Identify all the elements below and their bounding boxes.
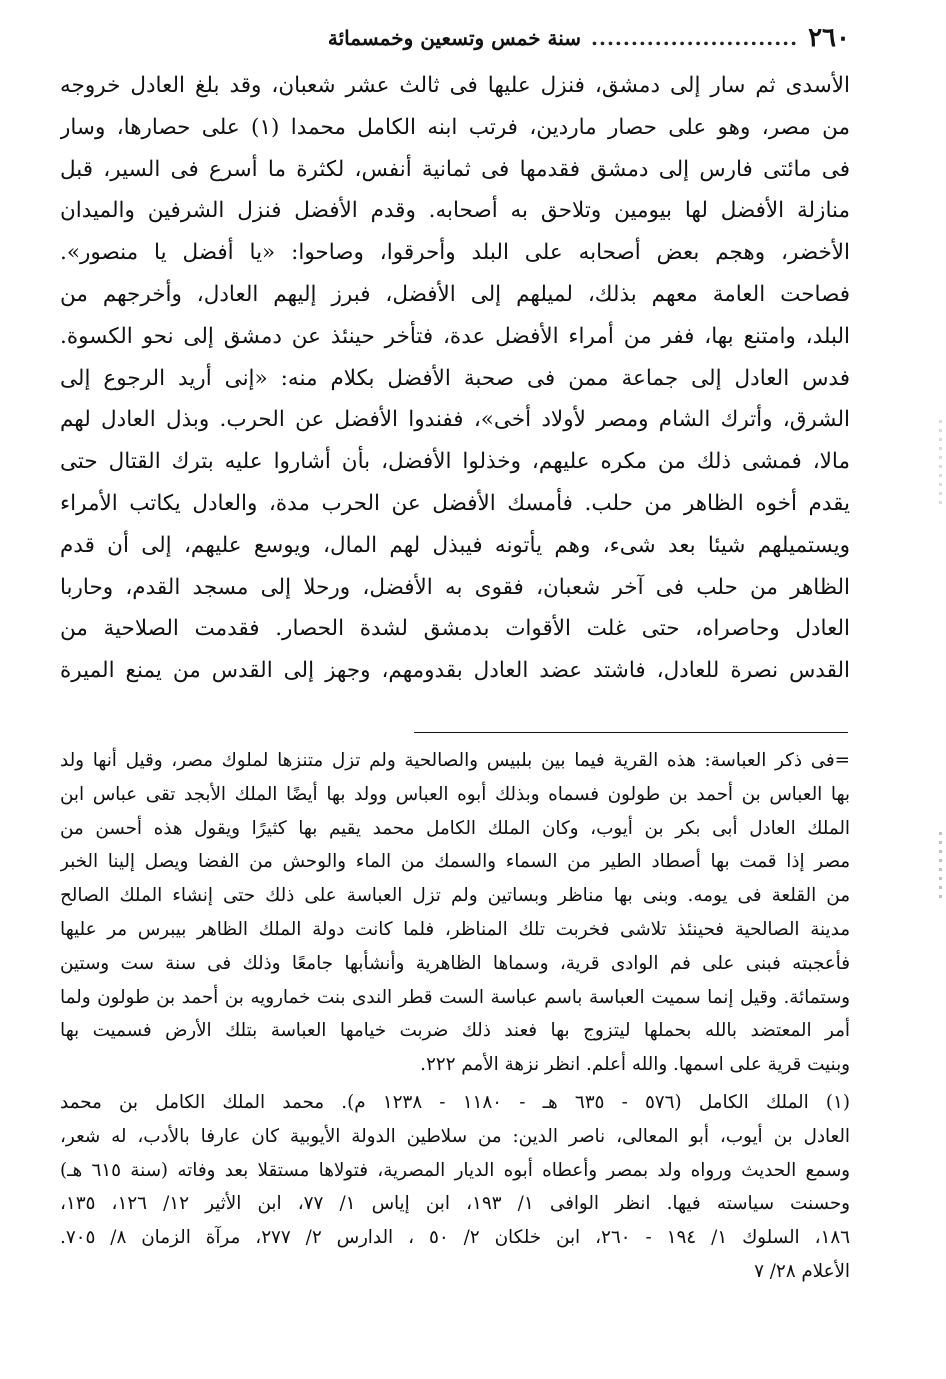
- main-text-line: الأخضر، وهجم بعض أصحابه على البلد وأحرقوا، وصاحوا: «يا أفضل يا منصور».: [60, 240, 850, 266]
- footnote-1-line: الأعلام ٢٨/ ٧: [754, 1260, 850, 1282]
- footnote-1-line: (١) الملك الكامل (٥٧٦ - ٦٣٥ هـ - ١١٨٠ - ١٢٣٨ م). محمد الملك الكامل بن محمد: [60, 1091, 850, 1113]
- footnote-continued-line: مدينة الصالحية فحينئذ تلاشى فخربت تلك المناظر، فلما كانت دولة الملك الظاهر بيبرس مر عليها: [60, 918, 850, 940]
- main-text-line: الشرق، وأترك الشام ومصر لأولاد أخى»، ففندوا الأفضل عن الحرب. وبذل العادل لهم: [60, 407, 850, 433]
- main-text-line: منازلة الأفضل لها بيومين وتلاحق به أصحابه. وقدم الأفضل فنزل الشرفين والميدان: [60, 198, 850, 224]
- header-leader-dots: ..........................: [591, 26, 799, 50]
- main-text-line: فدس العادل إلى جماعة ممن فى صحبة الأفضل بكلام منه: «إنى أريد الرجوع إلى: [60, 365, 850, 391]
- footnote-continued-line: بها العباس بن أحمد بن طولون فسماه وبذلك أبوه العباس وولد بها أيضًا الملك الأبجد تقى عباس ابن: [60, 783, 850, 805]
- page-header: [60, 18, 850, 58]
- main-text-line: من مصر، وهو على حصار ماردين، فرتب ابنه الكامل محمدا (١) على حصارها، وسار: [60, 114, 850, 140]
- footnote-continued-line: فأعجبته فبنى على فم الوادى قرية، وسماها الظاهرية وأنشأبها جامعًا وذلك فى سنة ست وستين: [60, 952, 850, 974]
- main-text-block: [60, 65, 850, 692]
- footnote-separator: [414, 732, 848, 733]
- main-text-line: مالا، فمشى ذلك من مكره عليهم، وخذلوا الأفضل، بأن أشاروا عليه بترك القتال حتى: [60, 449, 850, 475]
- footnote-continued-line: مصر إذا قمت بها أصطاد الطير من السماء والسمك من الماء والوحش من الفضا ويصل إلينا الخبر: [60, 851, 850, 873]
- footnote-continued-line: وستمائة. وقيل إنما سميت العباسة باسم عباسة الست قطر الندى بنت خمارويه بن أحمد بن طولون ولما: [60, 986, 850, 1008]
- scan-edge-mark: [939, 420, 942, 510]
- main-text-line: ويستميلهم شيئا بعد شىء، وهم يأتونه فيبذل لهم المال، ويوسع عليهم، إلى أن قدم: [60, 532, 850, 558]
- page-number: ٢٦٠: [808, 23, 850, 53]
- main-text-line: الأسدى ثم سار إلى دمشق، فنزل عليها فى ثالث عشر شعبان، وقد بلغ العادل خروجه: [60, 73, 850, 98]
- footnote-continued-line: وبنيت قرية على اسمها. والله أعلم. انظر نزهة الأمم ٢٢٢.: [420, 1054, 850, 1076]
- main-text-line: القدس نصرة للعادل، فاشتد عضد العادل بقدومهم، وجهز إلى القدس من يمنع الميرة: [60, 658, 850, 684]
- footnotes-block: [60, 744, 850, 1289]
- main-text-line: البلد، وامتنع بها، ففر من أمراء الأفضل عدة، فتأخر حينئذ عن دمشق إلى نحو الكسوة.: [60, 323, 850, 349]
- running-title: سنة خمس وتسعين وخمسمائة: [327, 26, 582, 50]
- footnote-1-line: ١٨٦، السلوك ١/ ١٩٤ - ٢٦٠، ابن خلكان ٢/ ٥٠ ، الدارس ٢/ ٢٧٧، مرآة الزمان ٨/ ٧٠٥.: [60, 1227, 850, 1249]
- scan-edge-mark: [939, 832, 942, 902]
- footnote-continued-line: =فى ذكر العباسة: هذه القرية فيما بين بلبيس والصالحية ولم تزل متنزها لملوك مصر، وقيل أنها ولد: [60, 750, 850, 771]
- main-text-line: يقدم أخوه الظاهر من حلب. فأمسك الأفضل عن الحرب مدة، والعادل يكاتب الأمراء: [60, 490, 850, 516]
- footnote-1-line: وسمع الحديث ورواه ولد بمصر وأعطاه أبوه الديار المصرية، فتولاها مستقلا بعد وفاته (سنة ٦١٥ هـ): [60, 1159, 850, 1181]
- footnote-1-line: وحسنت سياسته فيها. انظر الوافى ١/ ١٩٣، ابن إياس ١/ ٧٧، ابن الأثير ١٢/ ١٢٦، ١٣٥،: [60, 1193, 850, 1215]
- main-text-line: العادل وحاصراه، حتى غلت الأقوات بدمشق لشدة الحصار. فقدمت الصلاحية من: [60, 616, 850, 642]
- main-text-line: فى مائتى فارس إلى دمشق فقدمها فى ثمانية أنفس، لكثرة ما أسرع فى السير، قبل: [60, 156, 850, 182]
- main-text-line: الظاهر من حلب فى آخر شعبان، فقوى به الأفضل، ورحلا إلى مسجد القدم، وحاربا: [60, 574, 850, 600]
- footnote-continued-line: من القلعة فى يومه. وبنى بها مناظر وبساتين ولم تزل العباسة على ذلك حتى إنشاء الملك الصالح: [60, 885, 850, 907]
- main-text-line: فصاحت العامة معهم بذلك، لميلهم إلى الأفضل، فبرز إليهم العادل، وأخرجهم من: [60, 281, 850, 307]
- footnote-continued-line: أمر المعتضد بالله بحملها ليتزوج بها فعند ذلك ضربت خيامها العباسة بتلك الأرض فسميت بها: [60, 1020, 850, 1042]
- footnote-1-line: العادل بن أيوب، أبو المعالى، ناصر الدين: من سلاطين الدولة الأيوبية كان عارفا بالأدب، له شعر،: [60, 1125, 850, 1147]
- footnote-continued-line: الملك العادل أبى بكر بن أيوب، وكان الملك الكامل محمد يقيم بها كثيرًا ويقول هذه أحسن من: [60, 817, 850, 839]
